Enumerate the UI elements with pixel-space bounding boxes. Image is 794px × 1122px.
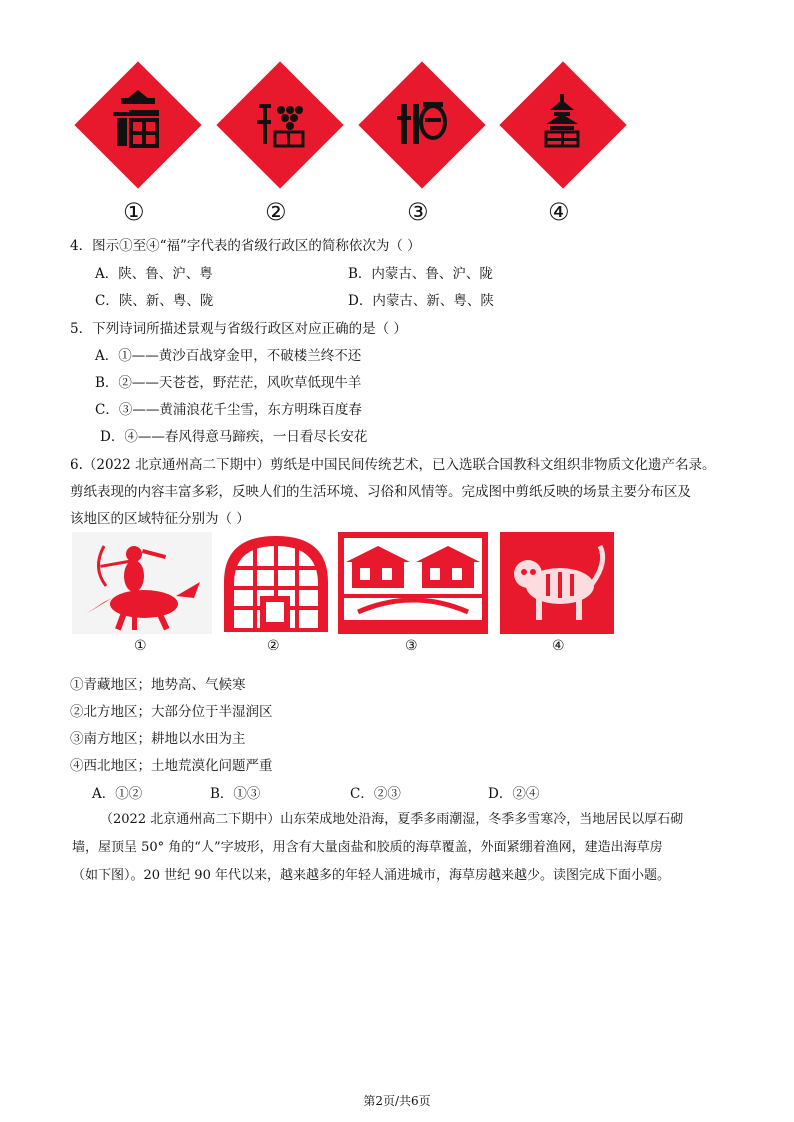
q5-option-a: A．①——黄沙百战穿金甲，不破楼兰终不还 <box>95 348 362 364</box>
paper-cut-label-4: ④ <box>552 638 565 654</box>
q6-option-a: A．①② <box>92 786 143 802</box>
passage-line-1: （2022 北京通州高二下期中）山东荣成地处沿海，夏季多雨潮湿，冬季多雪寒冷，当地居民以厚石砌 <box>100 812 684 827</box>
paper-cut-image-4 <box>500 532 614 634</box>
paper-cut-label-3: ③ <box>405 638 418 654</box>
q6-statement-4: ④西北地区；土地荒漠化问题严重 <box>70 758 273 774</box>
fu-character-bottle-icon <box>357 60 487 190</box>
question-4-stem: 4．图示①至④“福”字代表的省级行政区的简称依次为（ ） <box>70 238 421 254</box>
question-6-stem-line-1: 6.（2022 北京通州高二下期中）剪纸是中国民间传统艺术，已入选联合国教科文组织非物质文化遗产名录。 <box>70 457 716 473</box>
q6-statement-3: ③南方地区；耕地以水田为主 <box>70 731 246 747</box>
q6-option-b: B．①③ <box>210 786 261 802</box>
fu-character-yurt-icon <box>73 60 203 190</box>
fu-character-tower-icon <box>498 60 628 190</box>
passage-line-2: 墙，屋顶呈 50° 角的“人”字坡形，用含有大量卤盐和胶质的海草覆盖，外面紧绷着渔网，建造出海草房 <box>72 840 663 855</box>
q6-option-d: D．②④ <box>488 786 540 802</box>
q4-option-d: D．内蒙古、新、粤、陕 <box>348 293 494 309</box>
question-6-stem-line-3: 该地区的区域特征分别为（ ） <box>70 511 250 527</box>
fu-image-2 <box>215 60 345 226</box>
horse-archer-papercut-icon <box>72 532 212 634</box>
fu-image-1 <box>73 60 203 226</box>
fu-image-label: ② <box>265 198 287 226</box>
paper-cut-image-2 <box>220 532 332 634</box>
page-footer: 第2页/共6页 <box>363 1094 431 1108</box>
q6-statement-1: ①青藏地区；地势高、气候寒 <box>70 677 246 693</box>
paper-cut-image-3 <box>338 532 488 634</box>
tiger-papercut-icon <box>500 532 614 634</box>
q5-option-d: D．④——春风得意马蹄疾，一日看尽长安花 <box>100 429 368 445</box>
question-6-stem-line-2: 剪纸表现的内容丰富多彩，反映人们的生活环境、习俗和风情等。完成图中剪纸反映的场景主要分布区及 <box>70 484 691 500</box>
paper-cut-image-1 <box>72 532 212 634</box>
question-5-stem: 5．下列诗词所描述景观与省级行政区对应正确的是（ ） <box>70 321 407 337</box>
fu-image-label: ④ <box>548 198 570 226</box>
paper-cut-label-1: ① <box>134 638 147 654</box>
fu-image-4 <box>498 60 628 226</box>
paper-cut-label-2: ② <box>267 638 280 654</box>
q4-option-a: A．陕、鲁、沪、粤 <box>95 266 213 282</box>
fu-image-label: ③ <box>407 198 429 226</box>
passage-line-3: （如下图）。20 世纪 90 年代以来，越来越多的年轻人涌进城市，海草房越来越少。读图完成下面小题。 <box>72 868 670 883</box>
q4-option-c: C．陕、新、粤、陇 <box>95 293 214 309</box>
q4-option-b: B．内蒙古、鲁、沪、陇 <box>348 266 493 282</box>
watertown-papercut-icon <box>338 532 488 634</box>
window-papercut-icon <box>220 532 332 634</box>
q5-option-c: C．③——黄浦浪花千尘雪，东方明珠百度春 <box>95 402 362 418</box>
fu-image-label: ① <box>123 198 145 226</box>
fu-character-grapes-icon <box>215 60 345 190</box>
q5-option-b: B．②——天苍苍，野茫茫，风吹草低现牛羊 <box>95 375 362 391</box>
q6-option-c: C．②③ <box>350 786 401 802</box>
fu-image-3 <box>357 60 487 226</box>
q6-statement-2: ②北方地区；大部分位于半湿润区 <box>70 704 273 720</box>
